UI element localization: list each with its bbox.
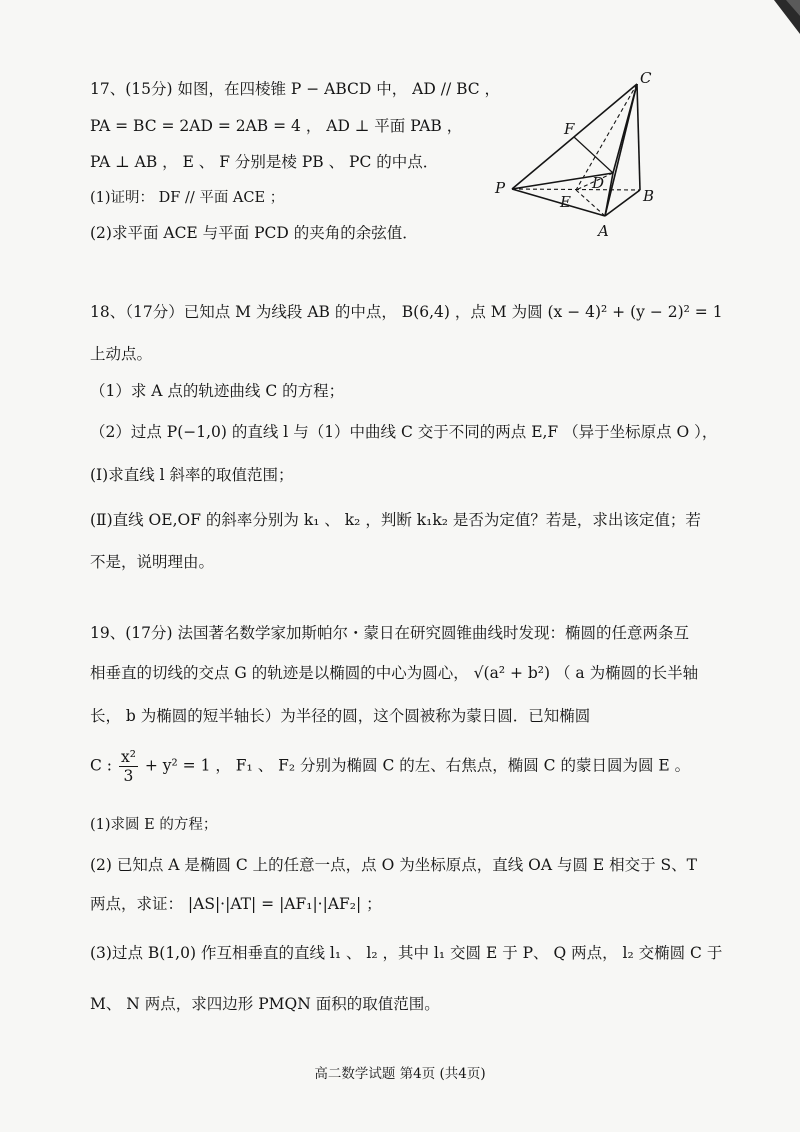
- page-footer: 高二数学试题 第4页 (共4页): [314, 1066, 486, 1082]
- q19-part-3: (3)过点 B(1,0) 作互相垂直的直线 l₁ 、 l₂ ，其中 l₁ 交圆 E 于 P、 Q 两点， l₂ 交椭圆 C 于: [90, 944, 723, 962]
- edge-CD: [613, 84, 637, 173]
- label-B: B: [643, 187, 655, 205]
- q19-part-3-cont: M、 N 两点，求四边形 PMQN 面积的取值范围。: [90, 995, 440, 1013]
- q18-part-1: （1）求 A 点的轨迹曲线 C 的方程；: [90, 382, 345, 400]
- pyramid-figure: [482, 66, 692, 246]
- q18-line-1: 18、（17分）已知点 M 为线段 AB 的中点， B(6,4) ，点 M 为圆 (x − 4)² + (y − 2)² = 1: [90, 303, 723, 321]
- segment-FD: [574, 137, 613, 173]
- q18-part-2: （2）过点 P(−1,0) 的直线 l 与（1）中曲线 C 交于不同的两点 E,F （异于坐标原点 O ），: [90, 423, 718, 441]
- edge-CB: [637, 84, 640, 190]
- q17-line-3: PA ⊥ AB ， E 、 F 分别是棱 PB 、 PC 的中点．: [90, 153, 439, 171]
- q19-line-3: 长， b 为椭圆的短半轴长）为半径的圆，这个圆被称为蒙日圆．已知椭圆: [90, 707, 591, 725]
- q17-part-2: (2)求平面 ACE 与平面 PCD 的夹角的余弦值．: [90, 224, 418, 242]
- label-E: E: [560, 193, 571, 211]
- q18-part-2-ii: (Ⅱ)直线 OE,OF 的斜率分别为 k₁ 、 k₂ ，判断 k₁k₂ 是否为定值？若是，求出该定值；若: [90, 511, 701, 529]
- q17-line-2: PA = BC = 2AD = 2AB = 4 ， AD ⊥ 平面 PAB ，: [90, 117, 463, 135]
- q18-line-7: 不是，说明理由。: [90, 553, 215, 571]
- q19-part-1: (1)求圆 E 的方程；: [90, 817, 218, 833]
- ellipse-equation-rest: + y² = 1 ， F₁ 、 F₂ 分别为椭圆 C 的左、右焦点，椭圆 C 的蒙日圆为圆 E 。: [144, 756, 691, 775]
- q19-ellipse-line: [90, 748, 690, 785]
- q17-part-1: (1)证明： DF // 平面 ACE ；: [90, 190, 285, 206]
- ellipse-label: C :: [90, 756, 113, 775]
- label-A: A: [598, 222, 609, 240]
- ellipse-fraction: [119, 748, 138, 785]
- label-F: F: [564, 120, 575, 138]
- q19-part-2: (2) 已知点 A 是椭圆 C 上的任意一点，点 O 为坐标原点，直线 OA 与圆 E 相交于 S、T: [90, 856, 698, 874]
- label-C: C: [640, 69, 652, 87]
- q19-line-2: 相垂直的切线的交点 G 的轨迹是以椭圆的中心为圆心， √(a² + b²) （ a 为椭圆的长半轴: [90, 664, 699, 682]
- q19-line-1: 19、(17分) 法国著名数学家加斯帕尔・蒙日在研究圆锥曲线时发现：椭圆的任意两条互: [90, 624, 689, 642]
- q18-line-2: 上动点。: [90, 345, 153, 363]
- edge-DA: [605, 173, 613, 216]
- fraction-numerator: x²: [120, 748, 136, 766]
- label-P: P: [495, 179, 506, 197]
- edge-PA: [512, 189, 605, 216]
- corner-fold-decoration: [760, 0, 800, 34]
- q18-part-2-i: (Ⅰ)求直线 l 斜率的取值范围；: [90, 466, 294, 484]
- edge-PC: [512, 84, 637, 189]
- fraction-denominator: 3: [123, 767, 134, 785]
- q19-part-2-cont: 两点，求证： |AS|·|AT| = |AF₁|·|AF₂| ；: [90, 895, 382, 913]
- label-D: D: [592, 174, 605, 192]
- q17-line-1: 17、(15分) 如图，在四棱锥 P − ABCD 中， AD // BC ，: [90, 80, 501, 98]
